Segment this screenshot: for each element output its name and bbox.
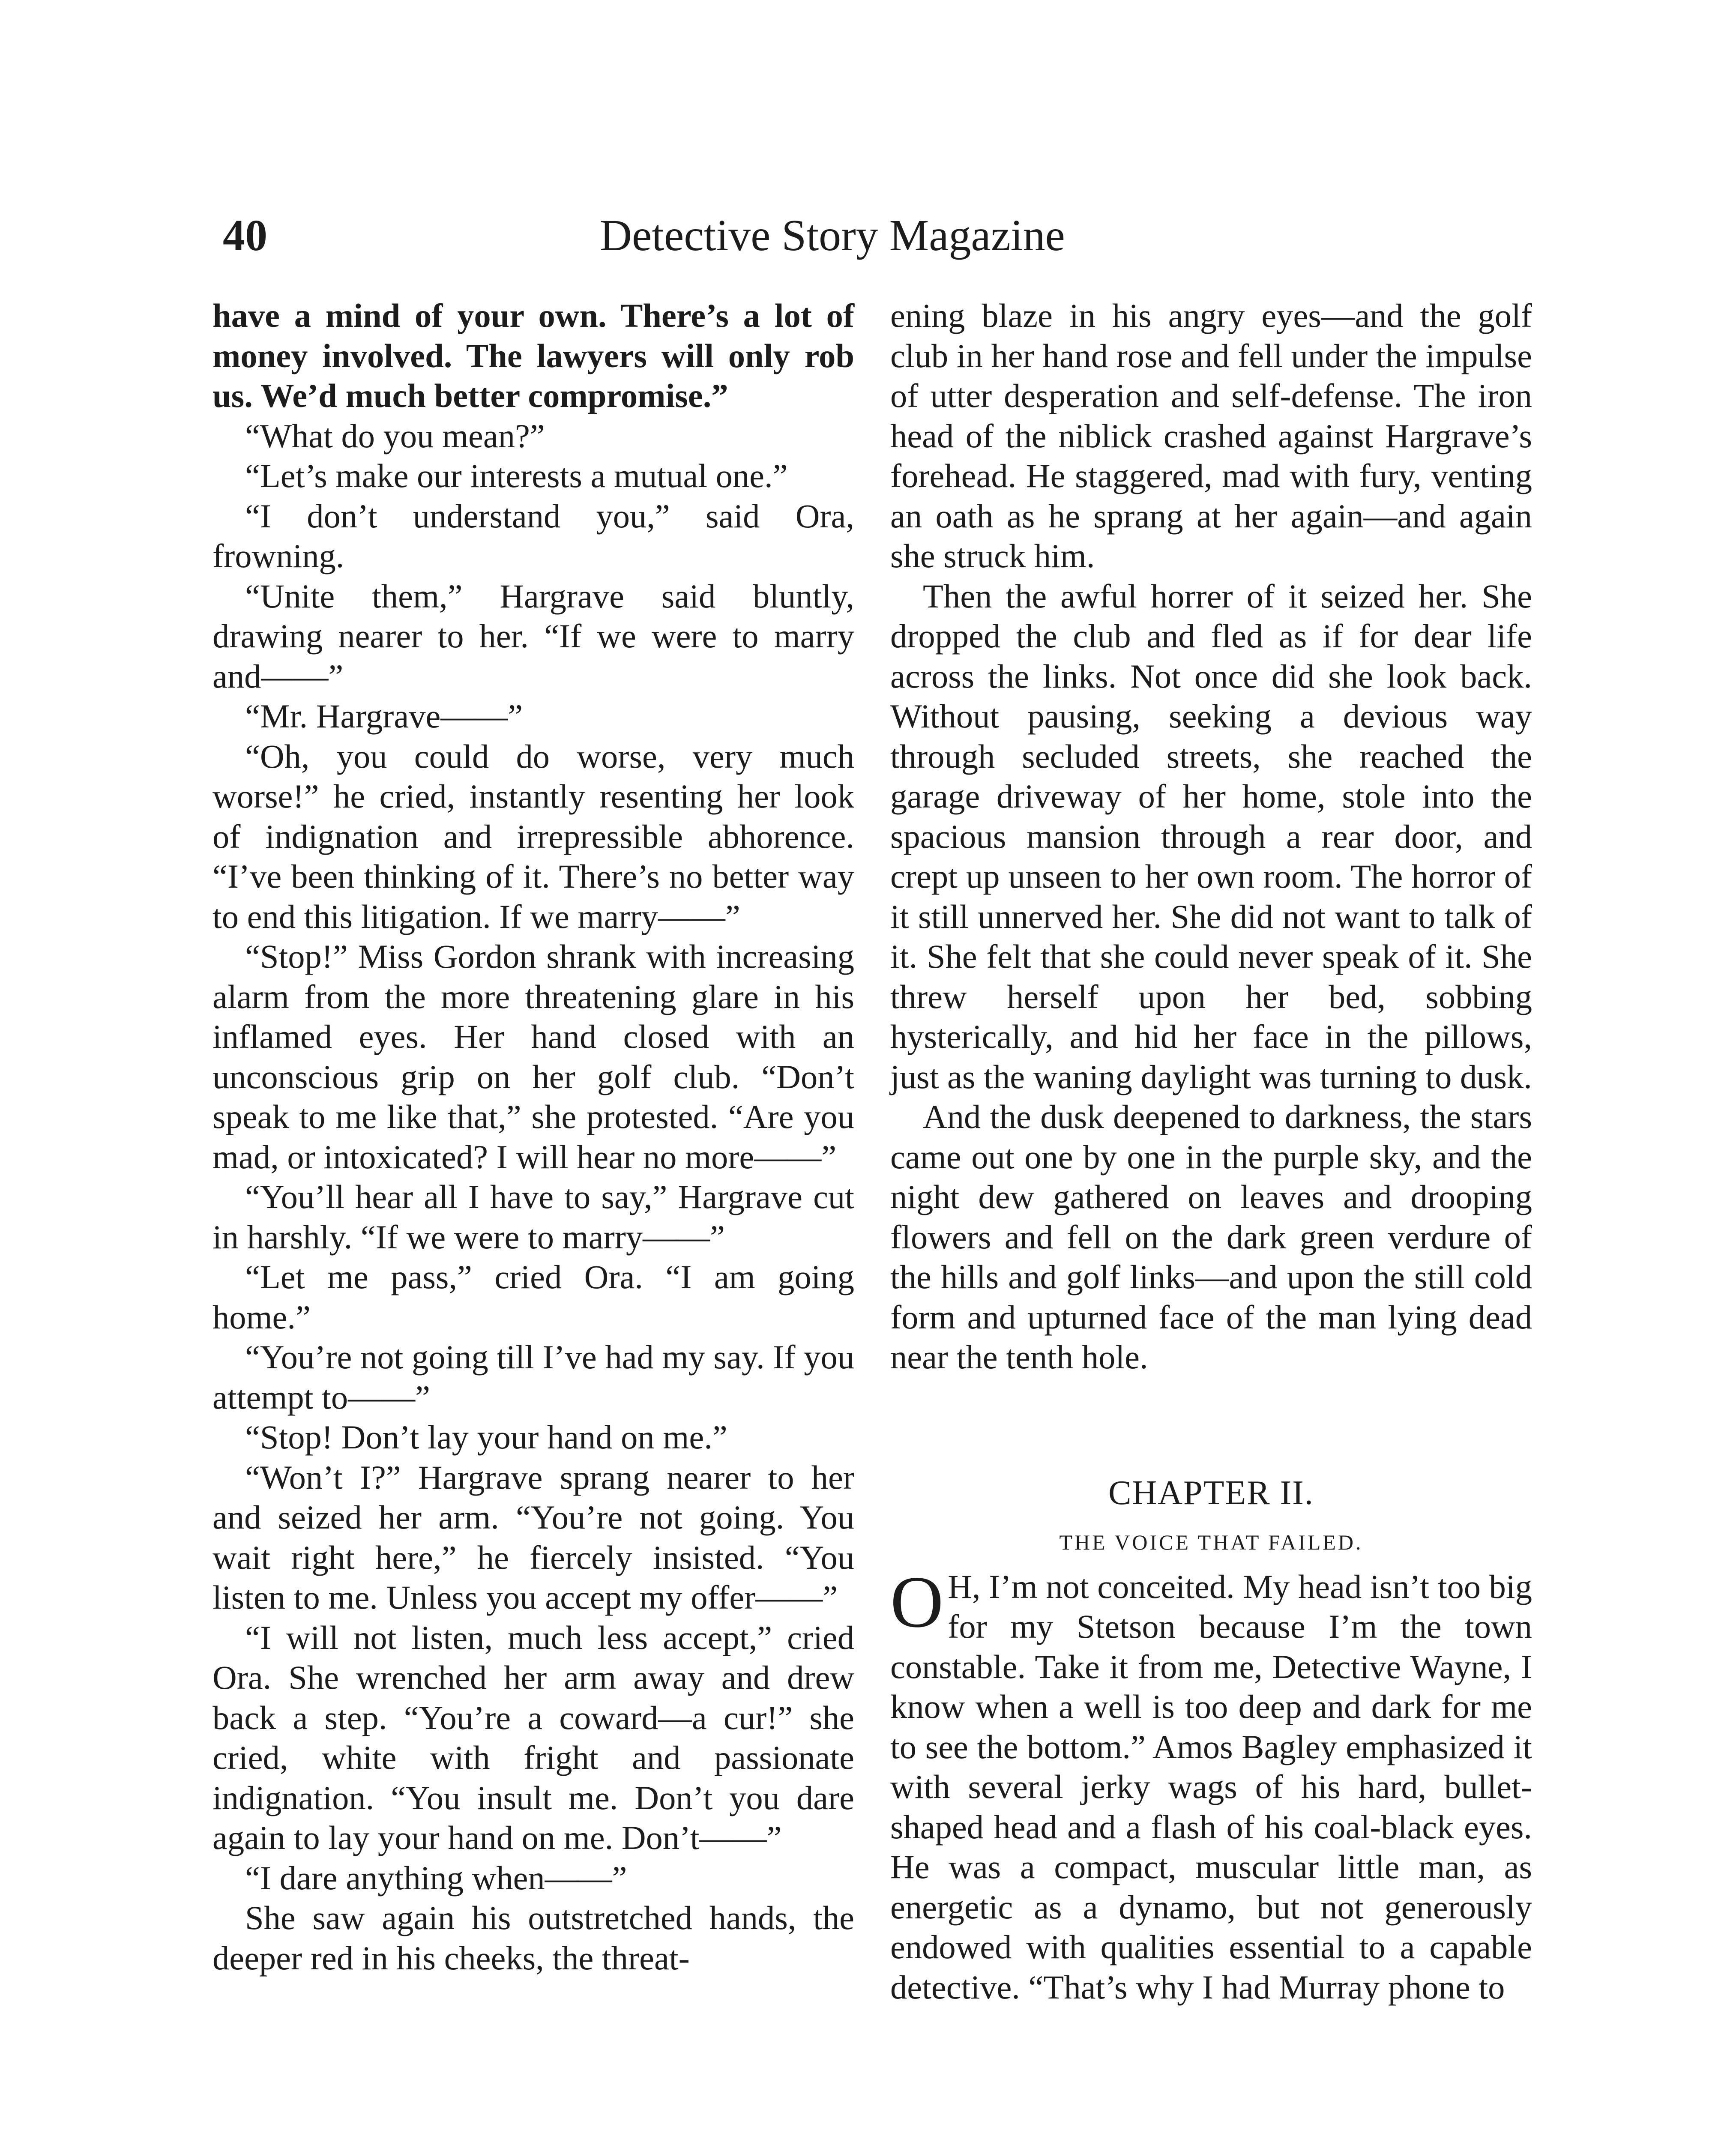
paragraph: “Mr. Hargrave——”: [245, 697, 523, 735]
paragraph: “You’re not going till I’ve had my say. If you attempt to——”: [213, 1338, 854, 1416]
paragraph: Then the awful horrer of it seized her. She dropped the club and fled as if for dear life across the links. Not once did she look back. Without pausing, seeking a devious way through secluded streets, she reached the garage driveway of her home, stole into the spacious mansion through a rear door, and crept up unseen to her own room. The horror of it still unnerved her. She did not want to talk of it. She felt that she could never speak of it. She threw herself upon her bed, sobbing hysterically, and hid her face in the pillows, just as the waning daylight was turning to dusk.: [890, 577, 1532, 1095]
running-title: Detective Story Magazine: [600, 211, 1065, 260]
left-column: [213, 296, 854, 1978]
drop-cap: O: [890, 1561, 944, 1643]
paragraph: “Let’s make our interests a mutual one.”: [245, 457, 788, 494]
page-number: 40: [223, 211, 267, 260]
page-header: [0, 206, 1736, 266]
paragraph: “I don’t understand you,” said Ora, frowning.: [213, 497, 854, 574]
paragraph: “You’ll hear all I have to say,” Hargrave cut in harshly. “If we were to marry——”: [213, 1178, 854, 1256]
paragraph: ening blaze in his angry eyes—and the golf club in her hand rose and fell under the impulse of utter desperation and self-defense. The iron head of the niblick crashed against Hargrave’s forehead. He staggered, mad with fury, venting an oath as he sprang at her again—and again she struck him.: [890, 297, 1532, 574]
paragraph: “I dare anything when——”: [245, 1859, 627, 1897]
paragraph: “I will not listen, much less accept,” cried Ora. She wrenched her arm away and drew back a step. “You’re a coward—a cur!” she cried, white with fright and passionate indignation. “You insult me. Don’t you dare again to lay your hand on me. Don’t——”: [213, 1618, 854, 1856]
paragraph: “Unite them,” Hargrave said bluntly, drawing nearer to her. “If we were to marry and——”: [213, 577, 854, 695]
chapter-opening-text: H, I’m not conceited. My head isn’t too big for my Stetson because I’m the town constable. Take it from me, Detective Wayne, I know when a well is too deep and dark for me to see the bottom.” Amos Bagley emphasized it with several jerky wags of his hard, bullet-shaped head and a flash of his coal-black eyes. He was a compact, muscular little man, as energetic as a dynamo, but not generously endowed with qualities essential to a capable detective. “That’s why I had Murray phone to: [890, 1568, 1532, 2006]
chapter-opening-paragraph: [890, 1561, 1532, 2007]
right-column: [890, 296, 1532, 2007]
paragraph: “What do you mean?”: [245, 417, 545, 455]
paragraph: have a mind of your own. There’s a lot of money involved. The lawyers will only rob us. We’d much better compromise.”: [213, 297, 854, 414]
paragraph: “Stop! Don’t lay your hand on me.”: [245, 1418, 727, 1456]
paragraph: She saw again his outstretched hands, the deeper red in his cheeks, the threat-: [213, 1899, 854, 1977]
chapter-title: CHAPTER II.: [1108, 1474, 1314, 1512]
chapter-subtitle: THE VOICE THAT FAILED.: [1059, 1530, 1363, 1554]
paragraph: “Oh, you could do worse, very much worse!” he cried, instantly resenting her look of indignation and irrepressible abhorence. “I’ve been thinking of it. There’s no better way to end this litigation. If we marry——”: [213, 737, 854, 935]
paragraph: “Won’t I?” Hargrave sprang nearer to her and seized her arm. “You’re not going. You wait right here,” he fiercely insisted. “You listen to me. Unless you accept my offer——”: [213, 1458, 854, 1616]
paragraph: And the dusk deepened to darkness, the stars came out one by one in the purple sky, and the night dew gathered on leaves and drooping flowers and fell on the dark green verdure of the hills and golf links—and upon the still cold form and upturned face of the man lying dead near the tenth hole.: [890, 1098, 1532, 1376]
paragraph: “Stop!” Miss Gordon shrank with increasing alarm from the more threatening glare in his inflamed eyes. Her hand closed with an unconscious grip on her golf club. “Don’t speak to me like that,” she protested. “Are you mad, or intoxicated? I will hear no more——”: [213, 938, 854, 1176]
paragraph: “Let me pass,” cried Ora. “I am going home.”: [213, 1258, 854, 1336]
